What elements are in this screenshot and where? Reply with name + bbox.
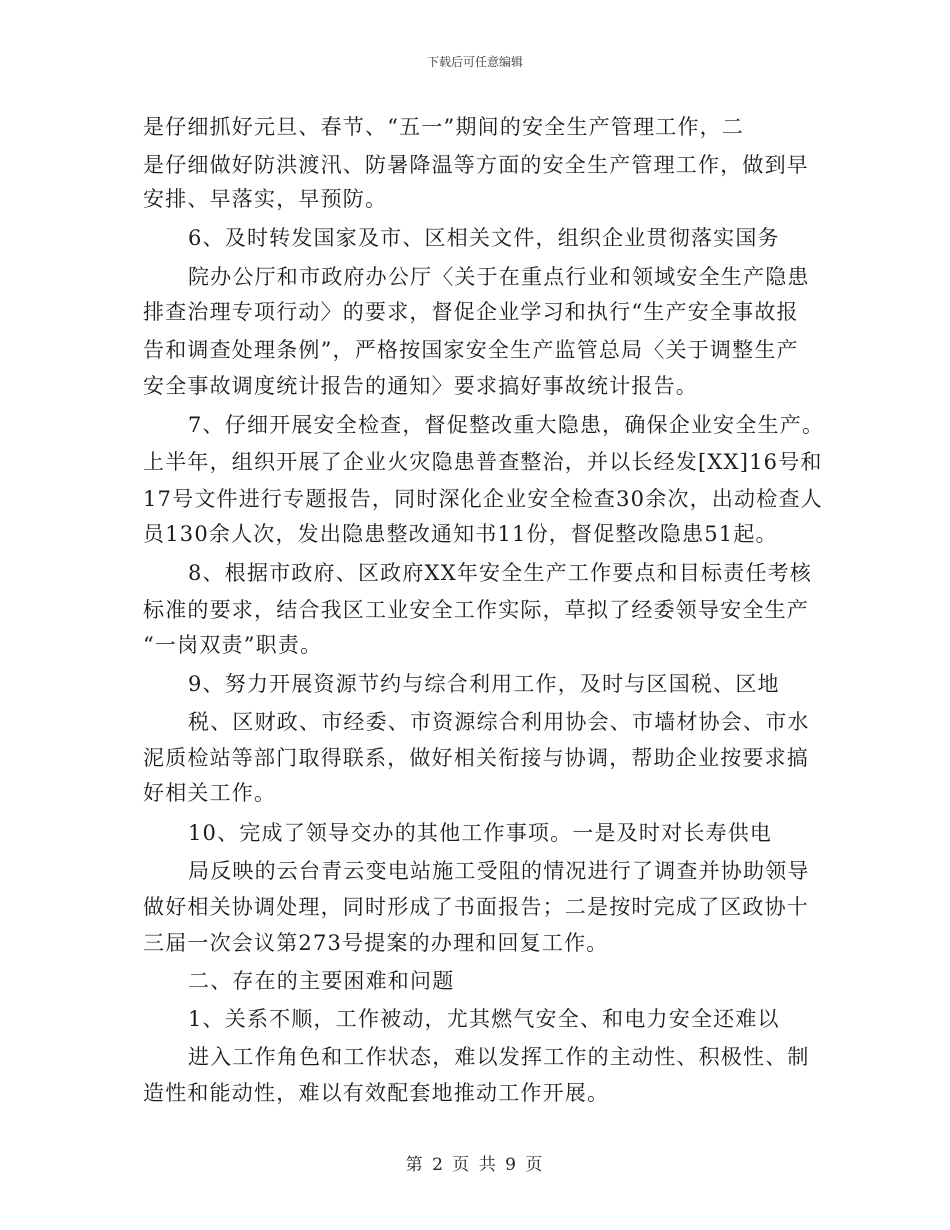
- text-line: 安全事故调度统计报告的通知〉要求搞好事故统计报告。: [143, 374, 698, 398]
- section-heading: 二、存在的主要困难和问题: [188, 969, 455, 993]
- text-line: 好相关工作。: [143, 781, 277, 805]
- text-line: 10、完成了领导交办的其他工作事项。一是及时对长寿供电: [188, 821, 773, 845]
- text-line: 院办公厅和市政府办公厅〈关于在重点行业和领域安全生产隐患: [188, 265, 810, 289]
- text-line: 造性和能动性，难以有效配套地推动工作开展。: [143, 1081, 610, 1105]
- text-line: “一岗双责”职责。: [143, 633, 323, 657]
- text-line: 9、努力开展资源节约与综合利用工作，及时与区国税、区地: [188, 672, 780, 696]
- text-line: 员130余人次，发出隐患整改通知书11份，督促整改隐患51起。: [143, 522, 778, 546]
- text-line: 是仔细做好防洪渡汛、防暑降温等方面的安全生产管理工作，做到早: [143, 153, 809, 177]
- text-line: 泥质检站等部门取得联系，做好相关衔接与协调，帮助企业按要求搞: [143, 746, 809, 770]
- text-line: 进入工作角色和工作状态，难以发挥工作的主动性、积极性、制: [188, 1045, 810, 1069]
- text-line: 告和调查处理条例”，严格按国家安全生产监管总局〈关于调整生产: [143, 338, 799, 362]
- text-line: 7、仔细开展安全检查，督促整改重大隐患，确保企业安全生产。: [188, 413, 825, 437]
- text-line: 8、根据市政府、区政府XX年安全生产工作要点和目标责任考核: [188, 561, 813, 585]
- text-line: 局反映的云台青云变电站施工受阻的情况进行了调查并协助领导: [188, 859, 810, 883]
- page-footer: 第 2 页 共 9 页: [405, 1155, 545, 1175]
- page-header: 下载后可任意编辑: [426, 55, 523, 69]
- text-line: 三届一次会议第273号提案的办理和回复工作。: [143, 931, 609, 955]
- text-line: 17号文件进行专题报告，同时深化企业安全检查30余次，出动检查人: [143, 487, 823, 511]
- text-line: 排查治理专项行动〉的要求，督促企业学习和执行“生产安全事故报: [143, 300, 799, 324]
- text-line: 6、及时转发国家及市、区相关文件，组织企业贯彻落实国务: [188, 226, 780, 250]
- text-line: 上半年，组织开展了企业火灾隐患普查整治，并以长经发[XX]16号和: [143, 450, 823, 474]
- text-line: 做好相关协调处理，同时形成了书面报告；二是按时完成了区政协十: [143, 895, 809, 919]
- text-line: 安排、早落实，早预防。: [143, 187, 388, 211]
- text-line: 是仔细抓好元旦、春节、“五一”期间的安全生产管理工作，二: [143, 115, 745, 139]
- text-line: 税、区财政、市经委、市资源综合利用协会、市墙材协会、市水: [188, 710, 810, 734]
- text-line: 标准的要求，结合我区工业安全工作实际，草拟了经委领导安全生产: [143, 598, 809, 622]
- text-line: 1、关系不顺，工作被动，尤其燃气安全、和电力安全还难以: [188, 1007, 780, 1031]
